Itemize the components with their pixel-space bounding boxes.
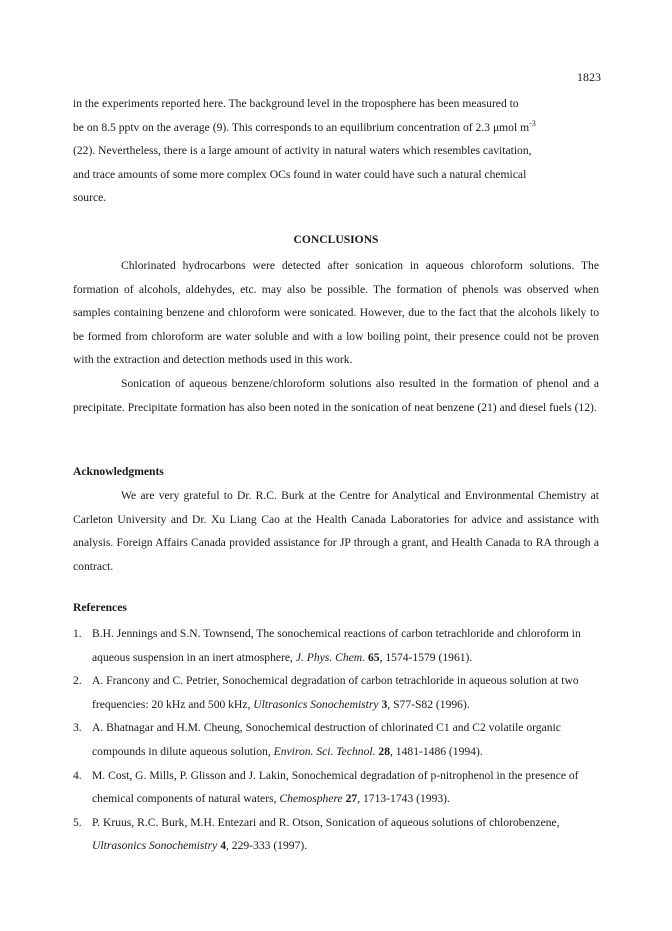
reference-number: 4. [73,768,82,782]
reference-volume: 27 [345,792,358,806]
acknowledgments-body [73,484,599,578]
superscript: -3 [529,118,536,128]
reference-item [73,669,613,716]
references-list [73,622,613,858]
conclusions-title: CONCLUSIONS [293,233,379,246]
reference-journal: J. Phys. Chem. [295,650,366,664]
reference-text: M. Cost, G. Mills, P. Glisson and J. Lakin, Sonochemical degradation of p-nitrophenol in the presence of chemical components of natural waters, [92,768,579,806]
intro-paragraph [73,92,599,210]
reference-text: P. Kruus, R.C. Burk, M.H. Entezari and R. Otson, Sonication of aqueous solutions of chlorobenzene, [92,815,560,829]
reference-pages: , 1713-1743 (1993). [357,792,450,806]
references-heading: References [73,601,127,614]
reference-item [73,622,613,669]
conclusions-paragraph: Chlorinated hydrocarbons were detected after sonication in aqueous chloroform solutions. The formation of alcohols, aldehydes, etc. may also be possible. The formation of phenols was observed when samples containing benzene and chloroform were sonicated. However, due to the fact that the alcohols likely to be formed from chloroform are water soluble and with a low boiling point, their presence could not be proven with the extraction and detection methods used in this work. [73,259,599,367]
reference-number: 5. [73,815,82,829]
acknowledgments-paragraph: We are very grateful to Dr. R.C. Burk at the Centre for Analytical and Environmental Chemistry at Carleton University and Dr. Xu Liang Cao at the Health Canada Laboratories for advice and assistance with analysis. Foreign Affairs Canada provided assistance for JP through a grant, and Health Canada to RA through a contract. [73,489,599,573]
intro-line: source. [73,191,107,205]
reference-volume: 3 [381,697,388,711]
reference-text: A. Francony and C. Petrier, Sonochemical degradation of carbon tetrachloride in aqueous solution at two frequencies: 20 kHz and 500 kHz, [92,674,579,711]
reference-item [73,716,613,763]
acknowledgments-heading: Acknowledgments [73,465,164,478]
reference-text: A. Bhatnagar and H.M. Cheung, Sonochemical destruction of chlorinated C1 and C2 volatile organic compounds in dilute aqueous solution, [92,721,561,758]
reference-pages: , 229-333 (1997). [225,839,308,853]
reference-text: B.H. Jennings and S.N. Townsend, The sonochemical reactions of carbon tetrachloride and chloroform in aqueous suspension in an inert atmosphere, [92,627,581,664]
reference-pages: , 1481-1486 (1994). [390,744,483,758]
intro-line: in the experiments reported here. The background level in the troposphere has been measured to [73,97,519,110]
reference-journal: Chemosphere [279,792,343,806]
reference-pages: , 1574-1579 (1961). [379,650,473,664]
reference-volume: 65 [367,650,380,664]
reference-number: 2. [73,674,82,688]
conclusions-body [73,254,599,419]
intro-line: and trace amounts of some more complex OCs found in water could have such a natural chemical [73,167,527,181]
reference-number: 3. [73,721,82,735]
reference-item [73,764,613,811]
reference-pages: , S77-S82 (1996). [387,697,470,711]
reference-number: 1. [73,627,82,640]
intro-line: be on 8.5 pptv on the average (9). This corresponds to an equilibrium concentration of 2.3 μmol $m^{-3}$ [73,118,536,134]
page-number: 1823 [577,70,601,84]
intro-line: (22). Nevertheless, there is a large amount of activity in natural waters which resembles cavitation, [73,144,532,158]
reference-journal: Environ. Sci. Technol. [273,744,376,758]
reference-journal: Ultrasonics Sonochemistry [92,839,218,853]
reference-volume: 28 [378,744,390,758]
conclusions-paragraph: Sonication of aqueous benzene/chloroform solutions also resulted in the formation of phenol and a precipitate. Precipitate formation has also been noted in the sonication of neat benzene (21) and diesel fuels (12). [73,376,599,414]
reference-volume: 4 [220,839,226,853]
reference-item [73,811,613,858]
reference-journal: Ultrasonics Sonochemistry [253,697,379,711]
